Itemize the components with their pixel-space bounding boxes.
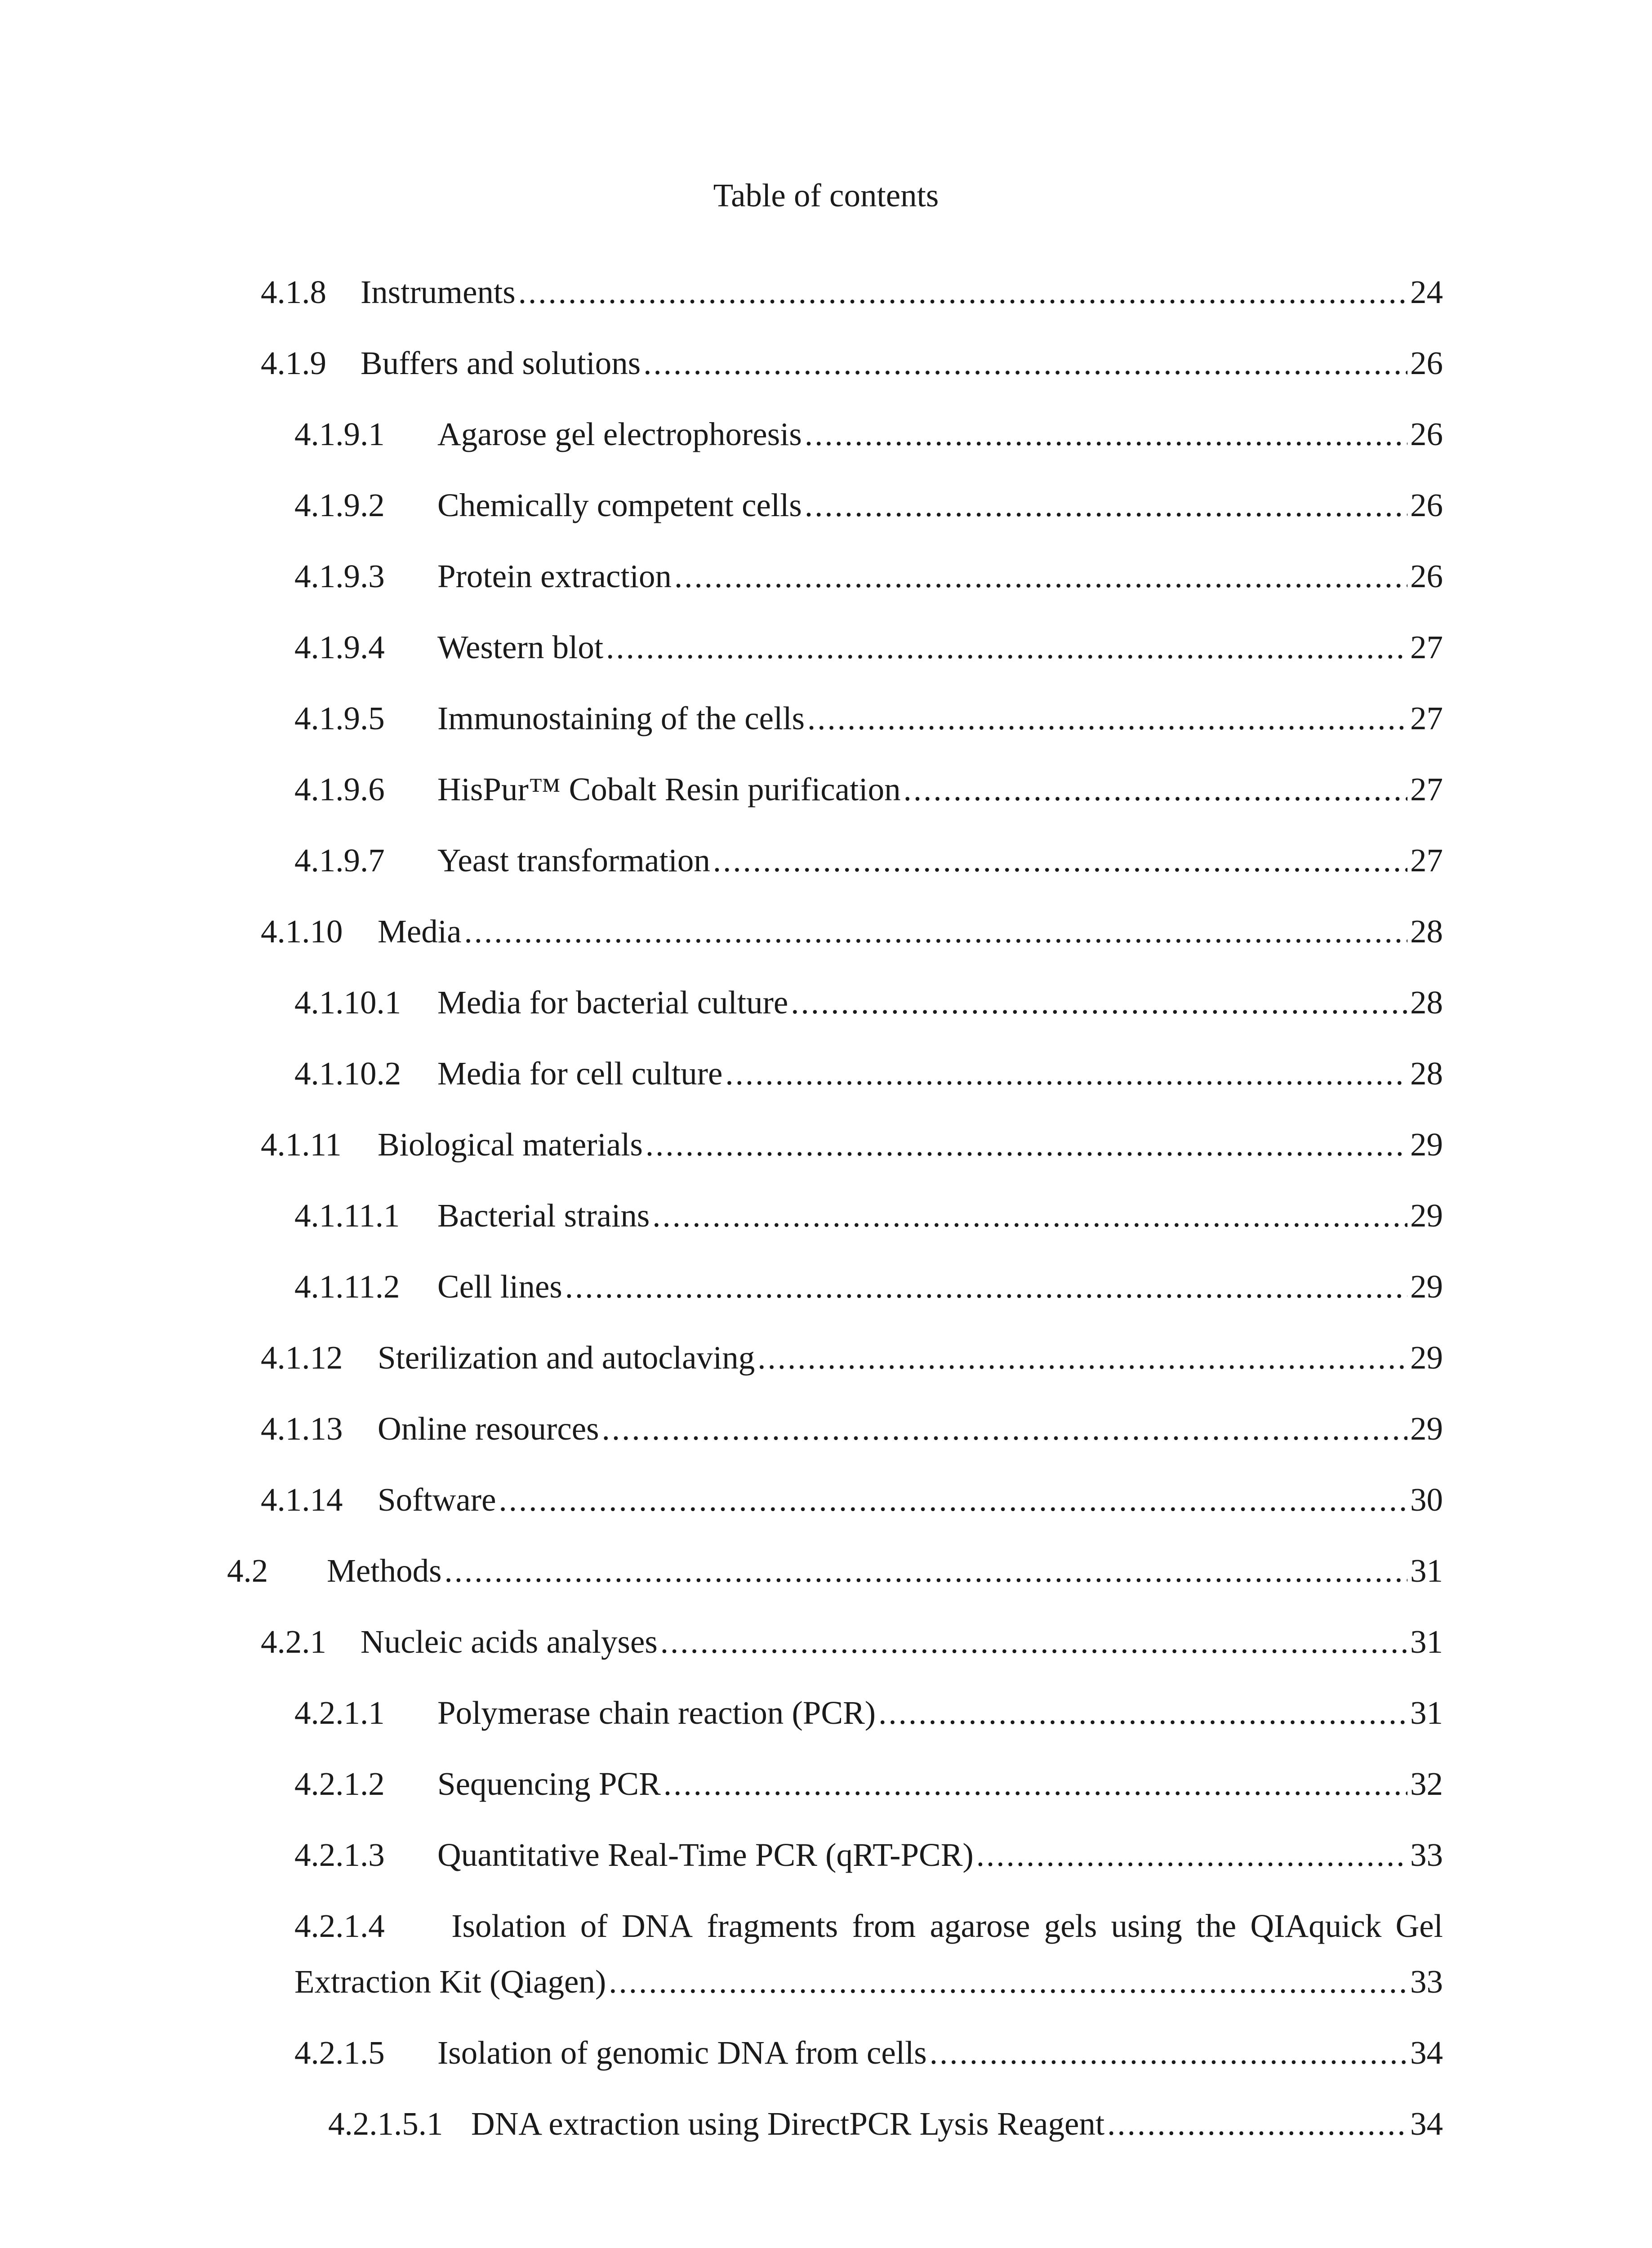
toc-entry-title: Isolation of genomic DNA from cells: [437, 2034, 927, 2071]
toc-entry-page: 26: [1410, 345, 1443, 381]
toc-entry-4-2-1-5-1[interactable]: [328, 2101, 1443, 2146]
dot-leader: [878, 1690, 1407, 1735]
toc-entry-4-1-10[interactable]: [261, 909, 1443, 954]
toc-entry-page: 27: [1410, 842, 1443, 879]
toc-entry-title-word: Gel: [1395, 1908, 1443, 1944]
toc-entry-page: 29: [1410, 1339, 1443, 1376]
toc-entry-4-2[interactable]: [227, 1548, 1443, 1593]
toc-entry-page: 33: [1410, 1963, 1443, 2000]
toc-entry-4-1-9-5[interactable]: [294, 696, 1443, 741]
toc-entry-title-word: Isolation: [451, 1908, 566, 1944]
toc-entry-page: 28: [1410, 913, 1443, 950]
toc-entry-page: 34: [1410, 2105, 1443, 2142]
dot-leader: [805, 483, 1407, 528]
toc-entry-number: 4.1.11.1: [294, 1197, 400, 1234]
toc-entry-title: Bacterial strains: [437, 1197, 650, 1234]
toc-entry-title-word: agarose: [930, 1908, 1030, 1944]
toc-entry-number: 4.1.9: [261, 345, 326, 381]
toc-entry-title-word: QIAquick: [1250, 1908, 1382, 1944]
toc-entry-number: 4.1.9.5: [294, 700, 385, 736]
toc-entry-title: Sterilization and autoclaving: [378, 1339, 755, 1376]
dot-leader: [1107, 2101, 1407, 2146]
dot-leader: [805, 412, 1407, 457]
toc-entry-4-2-1-3[interactable]: [294, 1833, 1443, 1878]
toc-entry-title: Cell lines: [437, 1268, 562, 1305]
dot-leader: [609, 1959, 1407, 2004]
toc-entry-4-1-10-2[interactable]: [294, 1051, 1443, 1096]
toc-entry-number: 4.1.9.4: [294, 629, 385, 665]
toc-entry-4-1-13[interactable]: [261, 1406, 1443, 1451]
toc-entry-number: 4.1.10.1: [294, 984, 401, 1021]
toc-entry-number: 4.2.1.4: [294, 1908, 385, 1944]
toc-entry-number: 4.1.8: [261, 274, 326, 310]
toc-entry-number: 4.1.9.1: [294, 416, 385, 452]
toc-entry-number: 4.1.13: [261, 1410, 343, 1447]
toc-entry-title: Western blot: [437, 629, 604, 665]
dot-leader: [499, 1477, 1407, 1522]
toc-entry-title: Immunostaining of the cells: [437, 700, 805, 736]
dot-leader: [565, 1264, 1407, 1309]
dot-leader: [674, 554, 1407, 599]
toc-entry-title: Biological materials: [378, 1126, 643, 1163]
toc-entry-page: 29: [1410, 1268, 1443, 1305]
toc-entry-4-1-11-2[interactable]: [294, 1264, 1443, 1309]
toc-entry-4-1-10-1[interactable]: [294, 980, 1443, 1025]
toc-entry-page: 33: [1410, 1837, 1443, 1873]
dot-leader: [663, 1762, 1407, 1806]
dot-leader: [791, 980, 1407, 1025]
toc-entry-title: Quantitative Real-Time PCR (qRT-PCR): [437, 1837, 974, 1873]
toc-entry-page: 31: [1410, 1552, 1443, 1589]
toc-entry-number: 4.1.9.6: [294, 771, 385, 807]
dot-leader: [646, 1122, 1407, 1167]
toc-entry-page: 28: [1410, 1055, 1443, 1092]
toc-entry-title: Media for cell culture: [437, 1055, 723, 1092]
toc-entry-4-2-1-4[interactable]: [294, 1904, 1443, 1949]
toc-entry-title: Online resources: [378, 1410, 599, 1447]
toc-entry-page: 24: [1410, 274, 1443, 310]
toc-entry-number: 4.2.1.1: [294, 1695, 385, 1731]
toc-entry-4-1-9[interactable]: [261, 341, 1443, 386]
toc-entry-4-1-14[interactable]: [261, 1477, 1443, 1522]
toc-entry-4-1-9-2[interactable]: [294, 483, 1443, 528]
dot-leader: [807, 696, 1407, 741]
dot-leader: [976, 1833, 1407, 1878]
toc-entry-number: 4.1.12: [261, 1339, 343, 1376]
dot-leader: [904, 767, 1407, 812]
toc-entry-page: 29: [1410, 1197, 1443, 1234]
toc-entry-title: Protein extraction: [437, 558, 672, 594]
toc-entry-number: 4.2.1: [261, 1624, 326, 1660]
toc-entry-title-word: gels: [1044, 1908, 1097, 1944]
toc-entry-4-1-9-6[interactable]: [294, 767, 1443, 812]
dot-leader: [445, 1548, 1408, 1593]
toc-entry-page: 27: [1410, 629, 1443, 665]
toc-entry-4-2-1-4-continuation[interactable]: [294, 1959, 1443, 2004]
toc-entry-page: 28: [1410, 984, 1443, 1021]
toc-entry-title-word: fragments: [707, 1908, 838, 1944]
toc-entry-page: 31: [1410, 1695, 1443, 1731]
toc-entry-title: DNA extraction using DirectPCR Lysis Reagent: [471, 2105, 1105, 2142]
toc-entry-page: 29: [1410, 1410, 1443, 1447]
toc-entry-page: 26: [1410, 487, 1443, 523]
toc-entry-page: 27: [1410, 700, 1443, 736]
toc-entry-title: Software: [378, 1481, 496, 1518]
toc-entry-page: 32: [1410, 1766, 1443, 1802]
toc-entry-title-word: the: [1196, 1908, 1237, 1944]
toc-entry-4-1-12[interactable]: [261, 1335, 1443, 1380]
toc-entry-title: Instruments: [361, 274, 516, 310]
toc-entry-4-1-9-1[interactable]: [294, 412, 1443, 457]
toc-entry-title: Extraction Kit (Qiagen): [294, 1963, 606, 2000]
dot-leader: [518, 270, 1407, 315]
toc-entry-page: 26: [1410, 416, 1443, 452]
toc-entry-number: 4.1.14: [261, 1481, 343, 1518]
toc-entry-number: 4.2.1.5: [294, 2034, 385, 2071]
toc-entry-number: 4.1.11.2: [294, 1268, 400, 1305]
dot-leader: [652, 1193, 1407, 1238]
dot-leader: [660, 1619, 1407, 1664]
toc-entry-title: Sequencing PCR: [437, 1766, 661, 1802]
toc-entry-number: 4.1.11: [261, 1126, 342, 1163]
toc-entry-4-1-11[interactable]: [261, 1122, 1443, 1167]
toc-entry-title-word: using: [1111, 1908, 1182, 1944]
toc-entry-title: Polymerase chain reaction (PCR): [437, 1695, 876, 1731]
toc-entry-4-1-9-7[interactable]: [294, 838, 1443, 883]
page-title: Table of contents: [713, 177, 939, 214]
toc-entry-page: 27: [1410, 771, 1443, 807]
dot-leader: [602, 1406, 1407, 1451]
toc-entry-4-2-1[interactable]: [261, 1619, 1443, 1664]
toc-entry-4-2-1-1[interactable]: [294, 1690, 1443, 1735]
toc-entry-title: Media for bacterial culture: [437, 984, 788, 1021]
toc-entry-number: 4.2.1.5.1: [328, 2105, 443, 2142]
toc-entry-title-word: of: [580, 1908, 608, 1944]
toc-entry-page: 31: [1410, 1624, 1443, 1660]
toc-entry-page: 30: [1410, 1481, 1443, 1518]
dot-leader: [725, 1051, 1407, 1096]
toc-entry-title-word: from: [852, 1908, 916, 1944]
toc-entry-title: Chemically competent cells: [437, 487, 802, 523]
toc-entry-page: 29: [1410, 1126, 1443, 1163]
toc-entry-4-1-9-4[interactable]: [294, 625, 1443, 670]
dot-leader: [606, 625, 1407, 670]
toc-entry-4-1-8[interactable]: [261, 270, 1443, 315]
toc-entry-4-2-1-2[interactable]: [294, 1762, 1443, 1806]
toc-entry-first-line: [294, 1904, 1443, 1949]
toc-entry-number: 4.2: [227, 1552, 268, 1589]
toc-entry-number: 4.1.9.3: [294, 558, 385, 594]
toc-entry-4-1-11-1[interactable]: [294, 1193, 1443, 1238]
dot-leader: [464, 909, 1408, 954]
toc-entry-4-2-1-5[interactable]: [294, 2030, 1443, 2075]
toc-entry-title: Methods: [327, 1552, 442, 1589]
toc-entry-page: 26: [1410, 558, 1443, 594]
dot-leader: [757, 1335, 1407, 1380]
toc-entry-title: Nucleic acids analyses: [361, 1624, 658, 1660]
dot-leader: [930, 2030, 1407, 2075]
toc-entry-number: 4.1.9.7: [294, 842, 385, 879]
toc-entry-title: Media: [378, 913, 462, 950]
toc-entry-number: 4.2.1.2: [294, 1766, 385, 1802]
toc-entry-number: 4.1.10: [261, 913, 343, 950]
dot-leader: [713, 838, 1407, 883]
toc-entry-title: Buffers and solutions: [361, 345, 641, 381]
toc-entry-title: HisPur™ Cobalt Resin purification: [437, 771, 901, 807]
toc-entry-page: 34: [1410, 2034, 1443, 2071]
toc-entry-title-word: DNA: [621, 1908, 693, 1944]
toc-entry-number: 4.2.1.3: [294, 1837, 385, 1873]
toc-entry-title: Yeast transformation: [437, 842, 710, 879]
toc-entry-4-1-9-3[interactable]: [294, 554, 1443, 599]
dot-leader: [643, 341, 1407, 386]
toc-entry-number: 4.1.10.2: [294, 1055, 401, 1092]
toc-entry-number: 4.1.9.2: [294, 487, 385, 523]
toc-entry-title: Agarose gel electrophoresis: [437, 416, 802, 452]
